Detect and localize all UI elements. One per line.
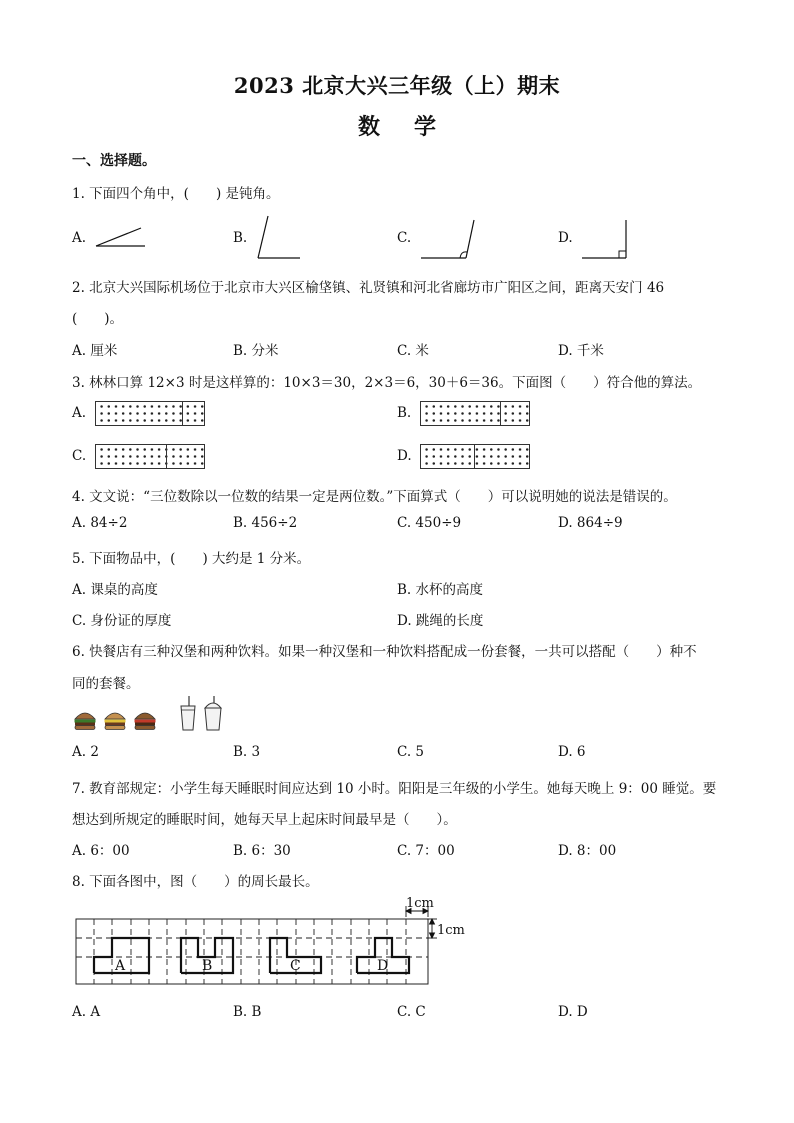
burger-icon [133,709,157,731]
dot-array-c [95,444,205,469]
q2-option-b: B. 分米 [233,343,279,359]
q8-option-d: D. D [558,1004,588,1020]
q6-option-d: D. 6 [558,744,586,760]
q1-option-a: A. [72,230,87,246]
question-3: 3. 林林口算 12×3 时是这样算的：10×3＝30，2×3＝6，30＋6＝36。下面图（ ）符合他的算法。 [72,375,702,391]
dot-array-d [420,444,530,469]
q5-option-b: B. 水杯的高度 [397,582,484,598]
shape-label-b: B [202,958,213,974]
q4-option-c: C. 450÷9 [397,515,462,531]
angle-b-figure [254,214,304,260]
angle-d-figure [581,218,631,260]
shape-label-c: C [290,958,301,974]
page-subtitle: 数学 [357,114,470,140]
drink-cup-icon [178,696,198,732]
section-heading: 一、选择题。 [72,153,156,169]
q2-option-a: A. 厘米 [72,343,118,359]
q7-option-a: A. 6：00 [72,843,130,859]
q3-option-d: D. [397,448,412,464]
scale-label-y: 1cm [437,923,465,938]
q3-option-a: A. [72,405,87,421]
q6-option-a: A. 2 [72,744,99,760]
q3-option-c: C. [72,448,87,464]
perimeter-grid-figure [72,897,472,997]
question-2-line2: ( )。 [72,311,124,327]
q4-option-a: A. 84÷2 [72,515,128,531]
shape-label-a: A [115,958,126,974]
q4-option-d: D. 864÷9 [558,515,623,531]
question-4: 4. 文文说：“三位数除以一位数的结果一定是两位数。”下面算式（ ）可以说明她的说法是错误的。 [72,489,677,505]
q6-option-b: B. 3 [233,744,261,760]
q1-option-b: B. [233,230,248,246]
drink-shake-icon [202,696,224,732]
q5-option-c: C. 身份证的厚度 [72,613,172,629]
q7-option-b: B. 6：30 [233,843,291,859]
burger-icon [103,709,127,731]
q1-option-d: D. [558,230,573,246]
question-5: 5. 下面物品中，( ) 大约是 1 分米。 [72,551,311,567]
scale-label-x: 1cm [406,896,434,911]
q2-option-d: D. 千米 [558,343,604,359]
q8-option-b: B. B [233,1004,262,1020]
q4-option-b: B. 456÷2 [233,515,298,531]
q8-option-c: C. C [397,1004,426,1020]
shape-label-d: D [377,958,389,974]
q6-option-c: C. 5 [397,744,425,760]
question-1: 1. 下面四个角中，( ) 是钝角。 [72,186,280,202]
burger-icon [73,709,97,731]
dot-array-a [95,401,205,426]
question-6: 6. 快餐店有三种汉堡和两种饮料。如果一种汉堡和一种饮料搭配成一份套餐，一共可以搭配（ ）种不 [72,644,697,660]
q7-option-d: D. 8：00 [558,843,617,859]
q1-option-c: C. [397,230,412,246]
question-7: 7. 教育部规定：小学生每天睡眠时间应达到 10 小时。阳阳是三年级的小学生。她每天晚上 9：00 睡觉。要 [72,781,717,797]
dot-array-b [420,401,530,426]
question-6-line2: 同的套餐。 [72,676,140,692]
angle-c-figure [420,218,476,260]
q3-option-b: B. [397,405,412,421]
q8-option-a: A. A [72,1004,101,1020]
angle-a-figure [95,222,147,248]
q7-option-c: C. 7：00 [397,843,455,859]
question-2: 2. 北京大兴国际机场位于北京市大兴区榆垡镇、礼贤镇和河北省廊坊市广阳区之间，距离天安门 46 [72,280,665,296]
question-7-line2: 想达到所规定的睡眠时间，她每天早上起床时间最早是（ ）。 [72,812,457,828]
q2-option-c: C. 米 [397,343,429,359]
q5-option-a: A. 课桌的高度 [72,582,158,598]
question-8: 8. 下面各图中，图（ ）的周长最长。 [72,874,319,890]
q5-option-d: D. 跳绳的长度 [397,613,484,629]
page-title: 2023 北京大兴三年级（上）期末 [233,73,561,98]
